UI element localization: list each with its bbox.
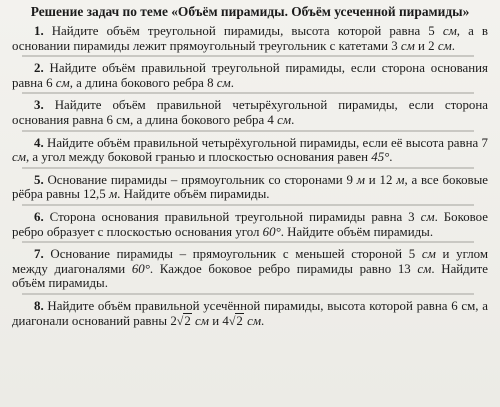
unit: см xyxy=(247,313,262,328)
task-text: . xyxy=(261,313,265,328)
unit: см xyxy=(55,75,70,90)
radical-coefficient: 2 xyxy=(170,313,177,328)
task-text: . xyxy=(291,112,295,127)
unit: см xyxy=(216,75,231,90)
task-8 xyxy=(12,299,488,332)
radical-expression xyxy=(170,313,192,328)
task-text: . Найдите объём пирамиды. xyxy=(280,224,434,239)
unit: см xyxy=(277,112,292,127)
unit: см xyxy=(437,38,452,53)
task-text: и xyxy=(209,313,223,328)
unit: см xyxy=(195,313,209,328)
unit: см xyxy=(421,247,436,262)
angle-value: 60° xyxy=(262,224,281,239)
task-text: . xyxy=(389,150,393,165)
task-2 xyxy=(12,61,488,94)
unit: см xyxy=(400,38,415,53)
task-text: Найдите объём правильной усечённой пирамиды, высота которой равна 6 см, а диагонали оснований равны xyxy=(12,298,488,328)
unit: м xyxy=(108,187,118,202)
task-number: 5. xyxy=(34,172,44,187)
task-text: Найдите объём правильной четырёхугольной пирамиды, если сторона основания равна 6 см, а длина бокового ребра 4 xyxy=(12,98,488,127)
task-number: 2. xyxy=(34,61,44,76)
sqrt-symbol: √ xyxy=(228,313,236,328)
unit: см xyxy=(417,261,432,276)
task-text: . Найдите объём пирамиды. xyxy=(12,261,488,291)
task-text: , а длина бокового ребра 8 xyxy=(69,75,217,90)
task-text: , а угол между боковой гранью и плоскостью основания равен xyxy=(25,150,372,165)
task-text: . Боковое ребро образует с плоскостью основания угол xyxy=(12,209,488,239)
worksheet-title: Решение задач по теме «Объём пирамиды. Объём усеченной пирамиды» xyxy=(30,4,470,19)
task-1 xyxy=(12,24,488,57)
unit: м xyxy=(396,172,405,187)
task-text: и 2 xyxy=(414,38,438,53)
task-5 xyxy=(12,173,488,206)
task-text: . Найдите объём пирамиды. xyxy=(117,187,270,202)
task-text: , а все боковые рёбра равны 12,5 xyxy=(12,172,488,202)
task-text: Сторона основания правильной треугольной пирамиды равна 3 xyxy=(49,209,421,224)
unit: см xyxy=(442,24,457,38)
radical-expression xyxy=(222,313,244,328)
radical-coefficient: 4 xyxy=(222,313,229,328)
task-number: 7. xyxy=(34,247,44,262)
task-number: 8. xyxy=(34,298,44,313)
task-text: Основание пирамиды – прямоугольник со сторонами 9 xyxy=(47,172,357,187)
task-text: и углом между диагоналями xyxy=(12,247,488,276)
task-7 xyxy=(12,247,488,295)
task-number: 3. xyxy=(34,98,44,113)
unit: м xyxy=(356,172,365,187)
task-text: . xyxy=(230,75,234,90)
angle-value: 60° xyxy=(131,261,150,276)
task-text: и 12 xyxy=(364,172,397,187)
task-text: , а в основании пирамиды лежит прямоугольный треугольник с катетами 3 xyxy=(12,24,488,53)
task-text: Найдите объём правильной треугольной пирамиды, если сторона основания равна 6 xyxy=(12,61,488,90)
angle-value: 45° xyxy=(371,150,390,165)
task-number: 4. xyxy=(34,135,44,150)
task-3 xyxy=(12,98,488,131)
task-6 xyxy=(12,210,488,243)
radicand: 2 xyxy=(236,313,243,328)
sqrt-symbol: √ xyxy=(176,313,184,328)
unit: см xyxy=(12,150,26,165)
unit: см xyxy=(420,209,435,224)
task-text: Найдите объём треугольной пирамиды, высота которой равна 5 xyxy=(51,24,443,38)
task-4 xyxy=(12,136,488,169)
task-number: 1. xyxy=(34,24,44,38)
task-text: . xyxy=(451,38,456,53)
radicand: 2 xyxy=(184,313,191,328)
task-text: . Каждое боковое ребро пирамиды равно 13 xyxy=(149,261,418,276)
task-text: Основание пирамиды – прямоугольник с меньшей стороной 5 xyxy=(50,247,422,262)
task-text: Найдите объём правильной четырёхугольной пирамиды, если её высота равна 7 xyxy=(47,135,488,150)
task-number: 6. xyxy=(34,209,44,224)
